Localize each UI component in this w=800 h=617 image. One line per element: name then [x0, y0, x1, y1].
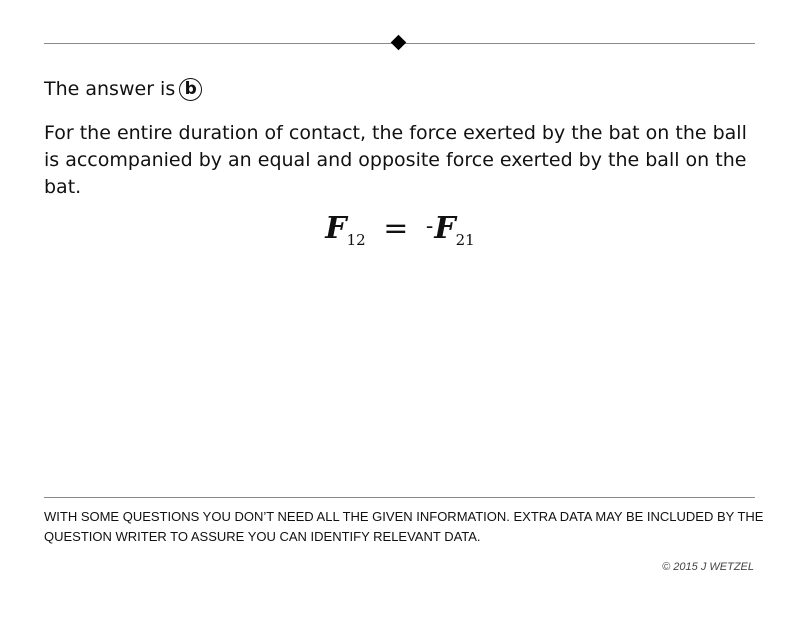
rhs-subscript: 21 — [455, 231, 475, 249]
answer-line — [44, 77, 202, 101]
lhs-force-symbol: F — [325, 211, 347, 246]
equals-sign: = — [383, 211, 409, 246]
footnote-text: WITH SOME QUESTIONS YOU DON’T NEED ALL THE GIVEN INFORMATION. EXTRA DATA MAY BE INCLUDED BY THE QUESTION WRITER TO ASSURE YOU CAN IDENTIFY RELEVANT DATA. — [44, 509, 764, 544]
lhs-subscript: 12 — [346, 231, 366, 249]
answer-prefix: The answer is — [44, 78, 176, 100]
minus-sign: - — [425, 214, 434, 239]
answer-choice-badge: b — [179, 78, 202, 101]
rhs-force-symbol: F — [434, 211, 456, 246]
bottom-divider — [44, 497, 755, 498]
newtons-third-law-equation — [0, 211, 800, 249]
divider-diamond-icon — [391, 35, 407, 51]
copyright-notice: © 2015 J WETZEL — [662, 561, 754, 573]
explanation-text: For the entire duration of contact, the force exerted by the bat on the ball is accompanied by an equal and opposite force exerted by the ball on the bat. — [44, 122, 747, 198]
